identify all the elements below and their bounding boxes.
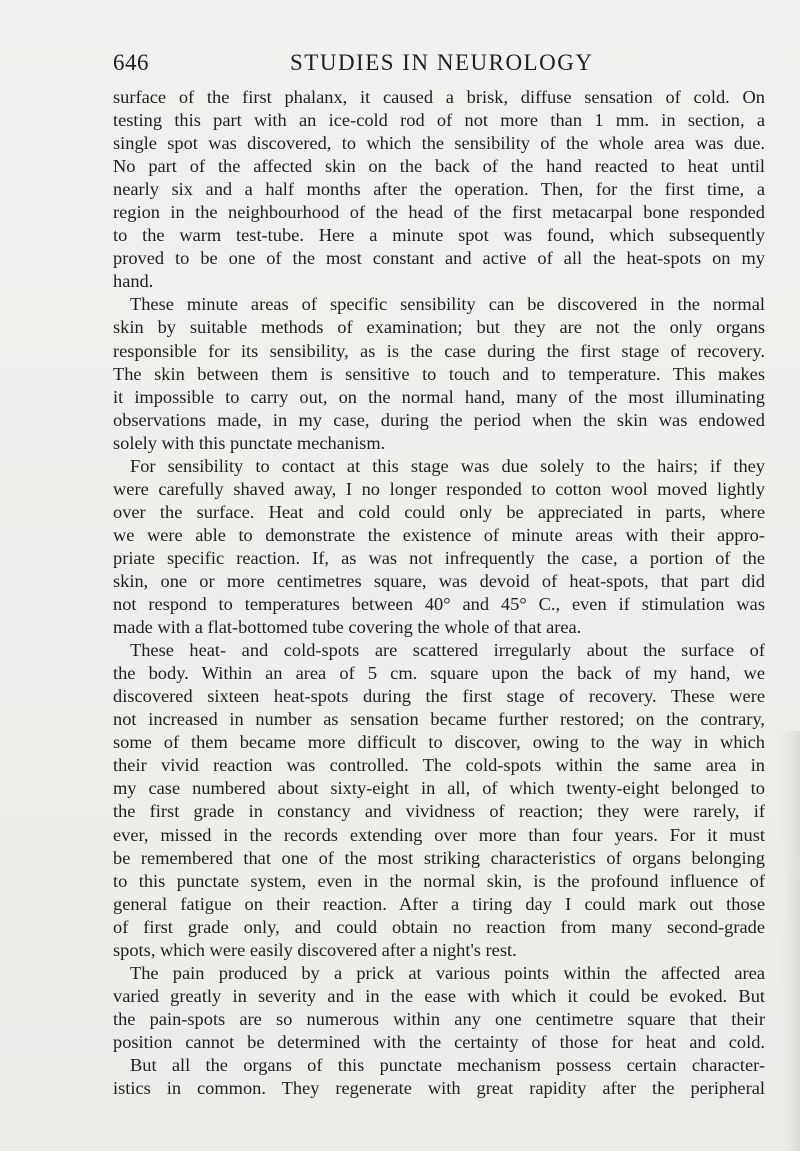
- text-line: not increased in number as sensation became further restored; on the contrary,: [113, 709, 765, 730]
- text-line: be remembered that one of the most striking characteristics of organs belonging: [113, 847, 765, 868]
- text-line: skin, one or more centimetres square, was devoid of heat-spots, that part did: [113, 570, 765, 591]
- text-line: we were able to demonstrate the existence of minute areas with their appro-: [113, 524, 765, 545]
- text-line: single spot was discovered, to which the sensibility of the whole area was due.: [113, 133, 765, 154]
- text-line: some of them became more difficult to discover, owing to the way in which: [113, 732, 765, 753]
- text-line: istics in common. They regenerate with great rapidity after the peripheral: [113, 1078, 765, 1099]
- text-line: over the surface. Heat and cold could only be appreciated in parts, where: [113, 501, 765, 522]
- body-text: [113, 86, 765, 1100]
- text-line: These heat- and cold-spots are scattered irregularly about the surface of: [130, 640, 765, 661]
- text-line: discovered sixteen heat-spots during the first stage of recovery. These were: [113, 686, 765, 707]
- page-header: [113, 50, 765, 80]
- text-line: responsible for its sensibility, as is the case during the first stage of recovery.: [113, 340, 765, 361]
- text-line: observations made, in my case, during the period when the skin was endowed: [113, 409, 765, 430]
- text-line: were carefully shaved away, I no longer responded to cotton wool moved lightly: [113, 478, 765, 499]
- page-number: 646: [113, 50, 149, 75]
- text-line: to the warm test-tube. Here a minute spot was found, which subsequently: [113, 225, 765, 246]
- text-line: These minute areas of specific sensibility can be discovered in the normal: [130, 294, 765, 315]
- text-line: varied greatly in severity and in the ease with which it could be evoked. But: [113, 985, 765, 1006]
- text-line: made with a flat-bottomed tube covering the whole of that area.: [113, 617, 582, 638]
- text-line: proved to be one of the most constant and active of all the heat-spots on my: [113, 248, 765, 269]
- text-line: to this punctate system, even in the normal skin, is the profound influence of: [113, 870, 765, 891]
- text-line: my case numbered about sixty-eight in all, of which twenty-eight belonged to: [113, 778, 765, 799]
- text-line: the pain-spots are so numerous within any one centimetre square that their: [113, 1008, 765, 1029]
- text-line: priate specific reaction. If, as was not infrequently the case, a portion of the: [113, 547, 765, 568]
- text-line: ever, missed in the records extending over more than four years. For it must: [113, 824, 765, 845]
- running-head: STUDIES IN NEUROLOGY: [290, 50, 594, 75]
- text-line: nearly six and a half months after the operation. Then, for the first time, a: [113, 179, 765, 200]
- text-line: hand.: [113, 271, 154, 292]
- text-line: testing this part with an ice-cold rod of not more than 1 mm. in section, a: [113, 110, 765, 131]
- text-line: region in the neighbourhood of the head of the first metacarpal bone responded: [113, 202, 765, 223]
- text-line: surface of the first phalanx, it caused a brisk, diffuse sensation of cold. On: [113, 87, 765, 107]
- text-line: spots, which were easily discovered after a night's rest.: [113, 939, 517, 960]
- text-line: The pain produced by a prick at various points within the affected area: [130, 962, 765, 983]
- text-line: skin by suitable methods of examination; but they are not the only organs: [113, 317, 765, 338]
- text-line: their vivid reaction was controlled. The cold-spots within the same area in: [113, 755, 765, 776]
- text-line: For sensibility to contact at this stage was due solely to the hairs; if they: [130, 455, 765, 476]
- text-line: of first grade only, and could obtain no reaction from many second-grade: [113, 916, 765, 937]
- page-edge-shadow: [782, 731, 800, 1151]
- text-line: not respond to temperatures between 40° and 45° C., even if stimulation was: [113, 594, 765, 615]
- text-line: solely with this punctate mechanism.: [113, 432, 386, 453]
- text-line: the first grade in constancy and vividness of reaction; they were rarely, if: [113, 801, 765, 822]
- text-line: it impossible to carry out, on the normal hand, many of the most illuminating: [113, 386, 765, 407]
- text-line: position cannot be determined with the certainty of those for heat and cold.: [113, 1031, 765, 1052]
- text-line: general fatigue on their reaction. After a tiring day I could mark out those: [113, 893, 765, 914]
- text-line: the body. Within an area of 5 cm. square upon the back of my hand, we: [113, 663, 765, 684]
- text-line: But all the organs of this punctate mechanism possess certain character-: [130, 1054, 765, 1075]
- text-line: The skin between them is sensitive to touch and to temperature. This makes: [113, 363, 765, 384]
- text-line: No part of the affected skin on the back of the hand reacted to heat until: [113, 156, 765, 177]
